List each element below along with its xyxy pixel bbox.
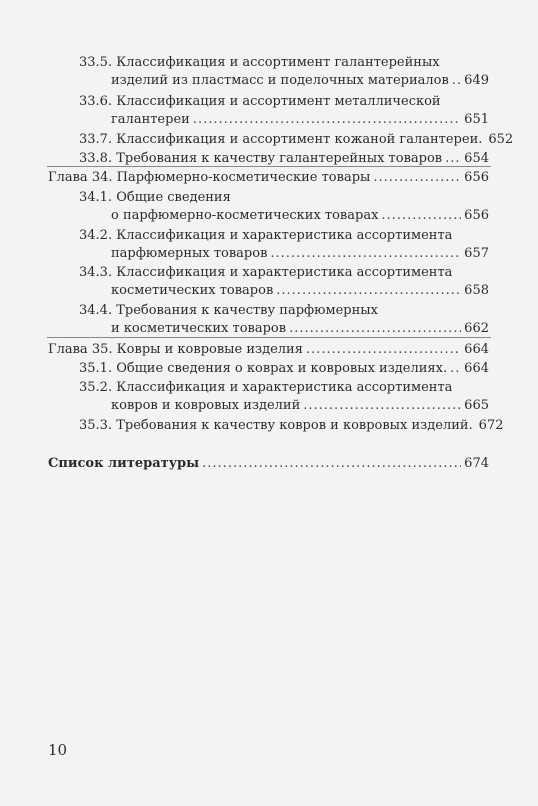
toc-entry-33-6-line1: 33.6. Классификация и ассортимент металлической (79, 94, 441, 109)
toc-entry-33-5-page: 649 (464, 73, 489, 88)
dot-leader (289, 320, 461, 338)
toc-entry-33-6 (111, 111, 489, 129)
page-number: 10 (48, 741, 68, 759)
toc-entry-34-3-line2: косметических товаров (111, 283, 274, 298)
toc-entry-34-1 (111, 207, 489, 225)
toc-entry-35-3-text: 35.3. Требования к качеству ковров и ковровых изделий. (79, 418, 473, 433)
dot-leader (303, 397, 461, 415)
toc-bibliography-title: Список литературы (48, 456, 200, 471)
toc-entry-35-1 (79, 360, 489, 378)
toc-entry-33-7-page: 652 (488, 132, 514, 147)
toc-entry-34-4-line2: и косметических товаров (111, 321, 287, 336)
toc-chapter-35 (48, 341, 489, 359)
toc-entry-34-2 (111, 245, 489, 263)
toc-entry-34-2-page: 657 (464, 246, 489, 261)
dot-leader (452, 72, 461, 90)
dot-leader (193, 111, 461, 129)
toc-entry-34-2-line1: 34.2. Классификация и характеристика ассортимента (79, 228, 453, 243)
dot-leader (202, 455, 461, 473)
toc-entry-35-3 (79, 417, 504, 435)
toc-entry-34-3 (111, 282, 489, 300)
dot-leader (381, 207, 461, 225)
toc-chapter-34 (48, 169, 489, 187)
toc-chapter-35-title: Глава 35. Ковры и ковровые изделия (48, 342, 303, 357)
toc-entry-33-5 (111, 72, 489, 90)
toc-entry-34-1-line2: о парфюмерно-косметических товарах (111, 208, 379, 223)
toc-chapter-34-page: 656 (464, 170, 489, 185)
dot-leader (373, 169, 461, 187)
dot-leader (270, 245, 461, 263)
toc-chapter-34-title: Глава 34. Парфюмерно-косметические товары (48, 170, 371, 185)
dot-leader (450, 360, 461, 378)
section-divider (47, 337, 491, 338)
toc-entry-35-2 (111, 397, 489, 415)
toc-chapter-35-page: 664 (464, 342, 489, 357)
toc-entry-33-5-line2: изделий из пластмасс и поделочных материалов (111, 73, 449, 88)
toc-entry-35-1-page: 664 (464, 361, 489, 376)
toc-entry-35-1-text: 35.1. Общие сведения о коврах и ковровых изделиях. (79, 361, 448, 376)
toc-entry-35-3-page: 672 (478, 418, 504, 433)
toc-entry-34-1-page: 656 (464, 208, 489, 223)
toc-bibliography (48, 455, 489, 473)
toc-entry-33-7-text: 33.7. Классификация и ассортимент кожаной галантереи. (79, 132, 483, 147)
toc-entry-34-4-line1: 34.4. Требования к качеству парфюмерных (79, 303, 378, 318)
toc-entry-33-8-page: 654 (464, 151, 489, 166)
toc-bibliography-page: 674 (464, 456, 489, 471)
toc-entry-34-3-page: 658 (464, 283, 489, 298)
toc-entry-33-6-page: 651 (464, 112, 489, 127)
toc-entry-34-4-page: 662 (464, 321, 489, 336)
toc-entry-34-3-line1: 34.3. Классификация и характеристика ассортимента (79, 265, 453, 280)
toc-entry-34-1-line1: 34.1. Общие сведения (79, 190, 231, 205)
dot-leader (276, 282, 461, 300)
section-divider (47, 166, 491, 167)
toc-entry-35-2-line1: 35.2. Классификация и характеристика ассортимента (79, 380, 453, 395)
toc-entry-33-5-line1: 33.5. Классификация и ассортимент галантерейных (79, 55, 440, 70)
toc-entry-33-6-line2: галантереи (111, 112, 190, 127)
dot-leader (306, 341, 461, 359)
toc-entry-35-2-page: 665 (464, 398, 489, 413)
toc-entry-34-2-line2: парфюмерных товаров (111, 246, 268, 261)
toc-entry-33-7 (79, 131, 514, 149)
toc-entry-34-4 (111, 320, 489, 338)
toc-entry-33-8-text: 33.8. Требования к качеству галантерейных товаров (79, 151, 443, 166)
toc-entry-35-2-line2: ковров и ковровых изделий (111, 398, 301, 413)
